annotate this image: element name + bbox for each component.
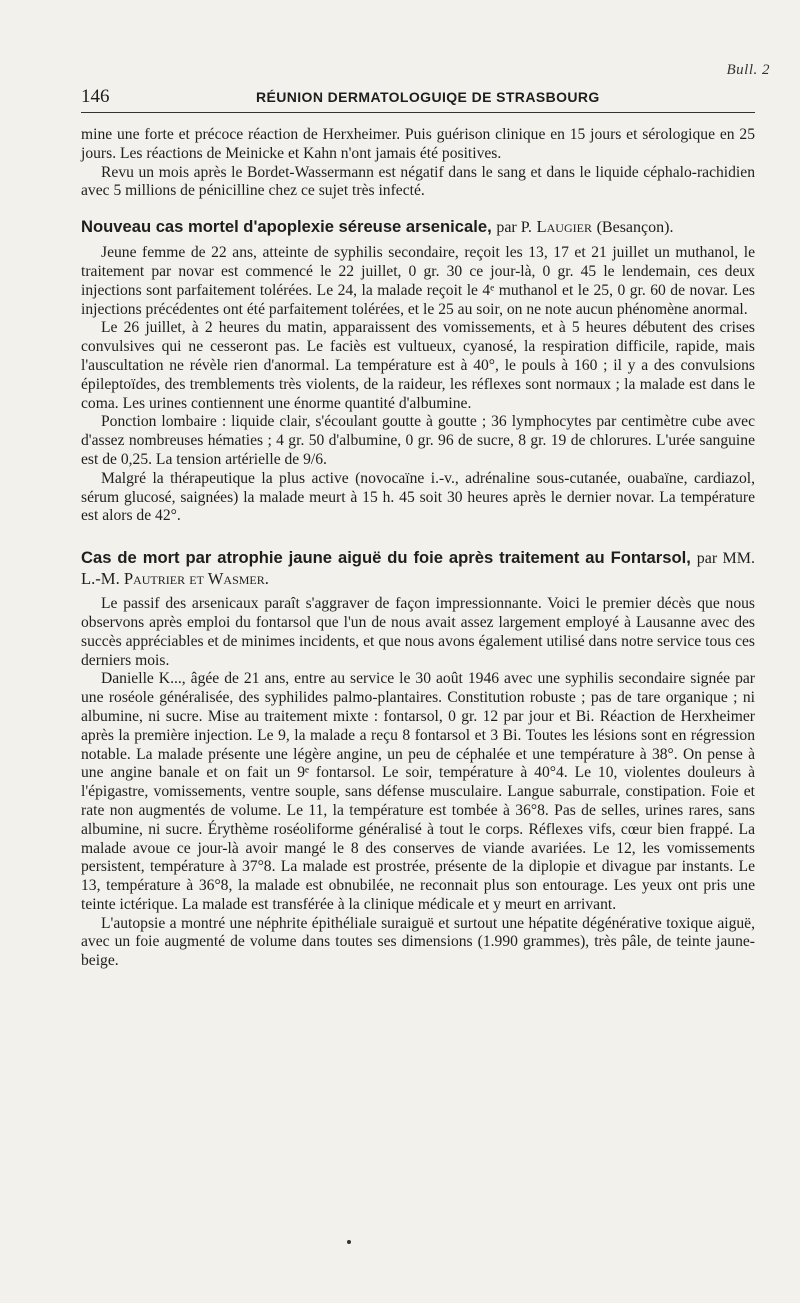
article-authors: L.-M. Pautrier et Wasmer. [81,569,269,589]
article-byline: par MM. [696,550,755,568]
paragraph: Le 26 juillet, à 2 heures du matin, apparaissent des vomissements, et à 5 heures débutent des crises convulsives qui ne cesseront pas. Le faciès est vultueux, cyanosé, la respiration difficile, rapide, mais l'auscultation ne révèle rien d'anormal. La température est à 40°, le pouls à 160 ; il y a des convulsions épileptoïdes, des tremblements très violents, de la raideur, les réflexes sont normaux ; la malade est dans le coma. Les urines contiennent une énorme quantité d'albumine. [81,319,755,412]
paragraph: Le passif des arsenicaux paraît s'aggraver de façon impressionnante. Voici le premier décès que nous observons après emploi du fontarsol que l'un de nous avait assez largement employé à Lausanne avec des succès appréciables et de minimes incidents, et que nous avons également utilisé dans notre service tous ces derniers mois. [81,595,755,669]
paragraph: L'autopsie a montré une néphrite épithéliale suraiguë et surtout une hépatite dégénérative toxique aiguë, avec un foie augmenté de volume dans toutes ses dimensions (1.990 grammes), très pâle, de teinte jaune-beige. [81,914,755,970]
article-affiliation: (Besançon). [596,219,674,237]
paragraph: Malgré la thérapeutique la plus active (novocaïne i.-v., adrénaline sous-cutanée, ouabaïne, cardiazol, sérum glucosé, saignées) la malade meurt à 15 h. 45 soit 30 heures après le dernier novar. La température est alors de 42°. [81,469,755,525]
paragraph: Danielle K..., âgée de 21 ans, entre au service le 30 août 1946 avec une syphilis secondaire signée par une roséole généralisée, des syphilides palmo-plantaires. Constitution robuste ; pas de tare organique ; ni albumine, ni sucre. Mise au traitement mixte : fontarsol, 0 gr. 12 par jour et Bi. Réaction de Herxheimer après la première injection. Le 9, la malade a reçu 8 fontarsol et 3 Bi. Toutes les lésions sont en régression notable. La malade présente une légère angine, un peu de céphalée et une température à 38°. On pense à une angine banale et on fait un 9ᵉ fontarsol. Le soir, température à 40°4. Le 10, violentes douleurs à l'épigastre, vomissements, ventre souple, sans défense musculaire. Langue saburrale, constipation. Foie et rate non augmentés de volume. Le 11, la température est tombée à 36°8. Pas de selles, urines rares, sans albumine, ni sucre. Érythème roséoliforme généralisé à tout le corps. Réflexes vifs, cœur bien frappé. La malade avoue ce jour-là avoir mangé le 8 des conserves de viande avariées. Le 12, les vomissements persistent, température à 37°8. La malade est prostrée, présente de la diplopie et divague par instants. Le 13, température à 36°8, la malade est obnubilée, ne reconnait plus son entourage. Les yeux ont pris une teinte ictérique. La malade est transférée à la clinique médicale et y meurt en arrivant. [81,670,755,913]
article-title [81,217,755,238]
article-title-text: Cas de mort par atrophie jaune aiguë du foie après traitement au Fontarsol, [81,548,691,568]
journal-title: RÉUNION DERMATOLOGUIQE DE STRASBOURG [256,89,600,105]
article-author: Laugier [536,217,592,237]
ink-dot [347,1240,351,1244]
page-body [81,126,755,971]
article-title [81,548,755,589]
paragraph: Ponction lombaire : liquide clair, s'écoulant goutte à goutte ; 36 lymphocytes par centimètre cube avec d'assez nombreuses hématies ; 4 gr. 50 d'albumine, 0 gr. 96 de sucre, 8 gr. 19 de chlorures. L'urée sanguine est de 0,25. La tension artérielle de 9/6. [81,413,755,468]
paragraph: mine une forte et précoce réaction de Herxheimer. Puis guérison clinique en 15 jours et sérologique en 25 jours. Les réactions de Meinicke et Kahn n'ont jamais été positives. [81,126,755,162]
paragraph: Revu un mois après le Bordet-Wassermann est négatif dans le sang et dans le liquide céphalo-rachidien avec 5 millions de pénicilline chez ce sujet très infecté. [81,163,755,200]
page-number: 146 [81,86,110,107]
handwritten-note: Bull. 2 [726,62,770,78]
running-header [81,86,755,113]
paragraph: Jeune femme de 22 ans, atteinte de syphilis secondaire, reçoit les 13, 17 et 21 juillet un muthanol, le traitement par novar est commencé le 22 juillet, 0 gr. 30 ce jour-là, 0 gr. 45 le lendemain, ces deux injections sont parfaitement tolérées. Le 24, la malade reçoit le 4ᵉ muthanol et le 25, 0 gr. 60 de novar. Les injections précédentes ont été parfaitement tolérées, et le 25 au soir, on ne note aucun phénomène anormal. [81,244,755,318]
article-byline: par P. [496,219,532,237]
article-title-text: Nouveau cas mortel d'apoplexie séreuse arsenicale, [81,217,492,237]
page [81,0,755,1303]
